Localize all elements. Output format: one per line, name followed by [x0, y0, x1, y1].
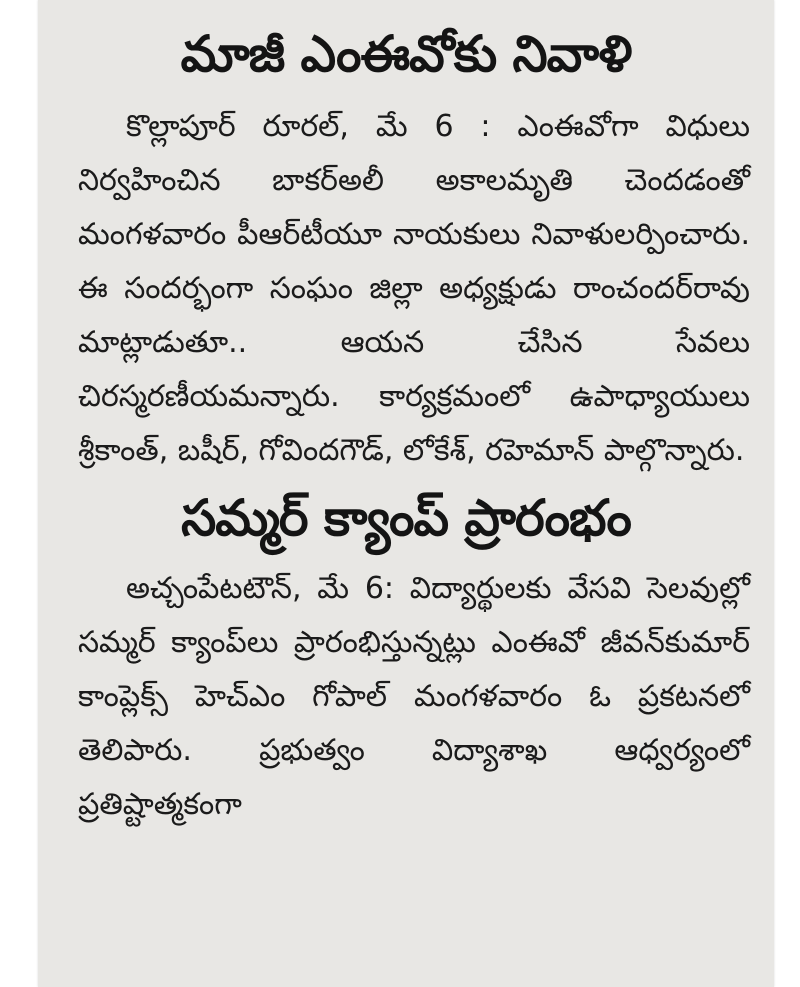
article-body: కొల్లాపూర్ రూరల్, మే 6 : ఎంఈవోగా విధులు నిర్వహించిన బాకర్‌అలీ అకాలమృతి చెందడంతో మంగళవారం పీఆర్‌టీయూ నాయకులు నివాళులర్పించారు. ఈ సందర్భంగా సంఘం జిల్లా అధ్యక్షుడు రాంచందర్‌రావు మాట్లాడుతూ.. ఆయన చేసిన సేవలు చిరస్మరణీయమన్నారు. కార్యక్రమంలో ఉపాధ్యాయులు శ్రీకాంత్, బషీర్, గోవిందగౌడ్, లోకేశ్, రహెమాన్ పాల్గొన్నారు. [78, 109, 750, 468]
article-body: అచ్చంపేటటౌన్, మే 6: విద్యార్థులకు వేసవి సెలవుల్లో సమ్మర్ క్యాంప్‌లు ప్రారంభిస్తున్నట్లు ఎంఈవో జీవన్‌కుమార్ కాంప్లెక్స్ హెచ్‌ఎం గోపాల్ మంగళవారం ఓ ప్రకటనలో తెలిపారు. ప్రభుత్వం విద్యాశాఖ ఆధ్వర్యంలో ప్రతిష్టాత్మకంగా [78, 571, 750, 822]
article-summer-camp [38, 478, 774, 832]
article-headline: మాజీ ఎంఈవోకు నివాళి [180, 25, 632, 83]
newspaper-clipping [38, 0, 774, 987]
article-headline: సమ్మర్ క్యాంప్ ప్రారంభం [181, 489, 631, 547]
article-tribute [38, 0, 774, 478]
